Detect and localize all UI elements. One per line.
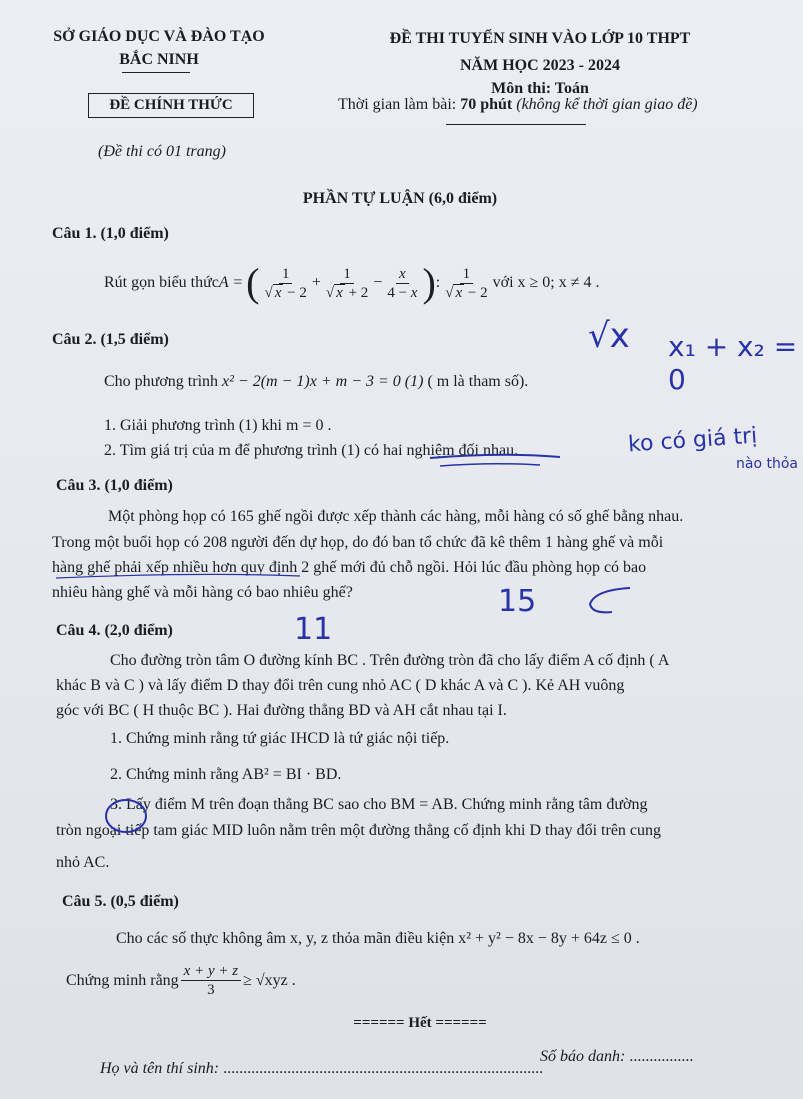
q4-title: Câu 4. (2,0 điểm) [56, 622, 173, 639]
handwritten-15: 15 [498, 584, 537, 619]
q5-line1: Cho các số thực không âm x, y, z thỏa mãn điều kiện x² + y² − 8x − 8y + 64z ≤ 0 . [116, 930, 640, 947]
q5-rhs: ≥ √xyz . [243, 971, 296, 989]
pen-curve-mark [590, 588, 630, 612]
q1-lead: Rút gọn biểu thức [104, 274, 219, 291]
q3-line2: Trong một buổi họp có 208 người đến dự họp, do đó ban tổ chức đã kê thêm 1 hàng ghế và mỗi [52, 534, 664, 551]
q2-lead: Cho phương trình [104, 373, 223, 390]
pen-circle-item3 [106, 800, 146, 832]
q1-expression: Rút gọn biểu thức A = ( $\frac{1}{√ x - 2}$ + $\frac{1}{√ x + 2}$ − $\frac{x}{4 - x}$ ) : $\frac{1}{√ x - 2}$ với x ≥ 0; x ≠ 4 . [104, 260, 600, 305]
candidate-id-line: Số báo danh: ................ [540, 1048, 694, 1065]
end-marker: ====== Hết ====== [353, 1015, 487, 1031]
province-name: BẮC NINH [119, 51, 199, 68]
department-name: SỞ GIÁO DỤC VÀ ĐÀO TẠO [53, 28, 265, 45]
q4-item1: 1. Chứng minh rằng tứ giác IHCD là tứ giác nội tiếp. [110, 730, 450, 747]
section-title: PHẦN TỰ LUẬN (6,0 điểm) [302, 190, 498, 207]
q5-title: Câu 5. (0,5 điểm) [62, 893, 179, 910]
q2-tail: ( m là tham số). [423, 373, 529, 390]
q4-line2: khác B và C ) và lấy điểm D thay đổi trên cung nhỏ AC ( D khác A và C ). Kẻ AH vuông [56, 677, 625, 694]
official-box: ĐỀ CHÍNH THỨC [88, 93, 254, 118]
pen-underline-q3 [56, 574, 300, 578]
handwritten-note-1: ko có giá trị [627, 423, 759, 458]
q2-equation: x² − 2(m − 1)x + m − 3 = 0 (1) [222, 373, 424, 390]
exam-title: ĐỀ THI TUYỂN SINH VÀO LỚP 10 THPT [389, 30, 691, 47]
q2-item1: 1. Giải phương trình (1) khi m = 0 . [104, 417, 332, 434]
q1-condition: với x ≥ 0; x ≠ 4 . [492, 274, 600, 291]
subject: Môn thi: Toán [491, 80, 589, 97]
candidate-name-line: Họ và tên thí sinh: ................................................................................ [100, 1060, 544, 1077]
q4-item3b: tròn ngoại tiếp tam giác MID luôn nằm trên một đường thẳng cố định khi D thay đổi trên cung [56, 822, 662, 839]
q4-line1: Cho đường tròn tâm O đường kính BC . Trên đường tròn đã cho lấy điểm A cố định ( A [110, 652, 670, 669]
q5-numerator: x + y + z [181, 962, 241, 981]
q4-line3: góc với BC ( H thuộc BC ). Hai đường thẳng BD và AH cắt nhau tại I. [56, 702, 507, 719]
q4-item2: 2. Chứng minh rằng AB² = BI · BD. [110, 766, 342, 783]
handwritten-sqrt-x: √x [588, 316, 630, 356]
pages-note: (Đề thi có 01 trang) [98, 143, 226, 160]
name-label: Họ và tên thí sinh: [100, 1060, 220, 1077]
q1-title: Câu 1. (1,0 điểm) [52, 225, 169, 242]
q5-denominator: 3 [207, 982, 215, 998]
q5-lead: Chứng minh rằng [66, 971, 179, 989]
q3-line3: hàng ghế phải xếp nhiều hơn quy định 2 ghế mới đủ chỗ ngồi. Hỏi lúc đầu phòng họp có bao [52, 559, 647, 576]
school-year: NĂM HỌC 2023 - 2024 [460, 57, 620, 74]
handwritten-sum-roots: x₁ + x₂ = 0 [668, 330, 798, 396]
q2-item2: 2. Tìm giá trị của m để phương trình (1) có hai nghiệm đối nhau. [104, 442, 519, 459]
time-value: 70 phút [460, 96, 513, 113]
time-note: (không kể thời gian giao đề) [512, 96, 698, 113]
q2-title: Câu 2. (1,5 điểm) [52, 331, 169, 348]
q4-item3a: 3. Lấy điểm M trên đoạn thẳng BC sao cho BM = AB. Chứng minh rằng tâm đường [110, 796, 648, 813]
time-prefix: Thời gian làm bài: [338, 96, 461, 113]
id-label: Số báo danh: [540, 1048, 626, 1065]
q3-title: Câu 3. (1,0 điểm) [56, 477, 173, 494]
q3-line1: Một phòng họp có 165 ghế ngồi được xếp thành các hàng, mỗi hàng có số ghế bằng nhau. [108, 508, 684, 525]
q3-line4: nhiêu hàng ghế và mỗi hàng có bao nhiêu ghế? [52, 584, 353, 601]
pen-underline-q2 [430, 455, 560, 458]
handwritten-note-2: nào thỏa [736, 456, 798, 472]
q4-item3c: nhỏ AC. [56, 854, 110, 871]
pen-underline-q2b [440, 464, 540, 466]
handwritten-11: 11 [294, 612, 333, 647]
